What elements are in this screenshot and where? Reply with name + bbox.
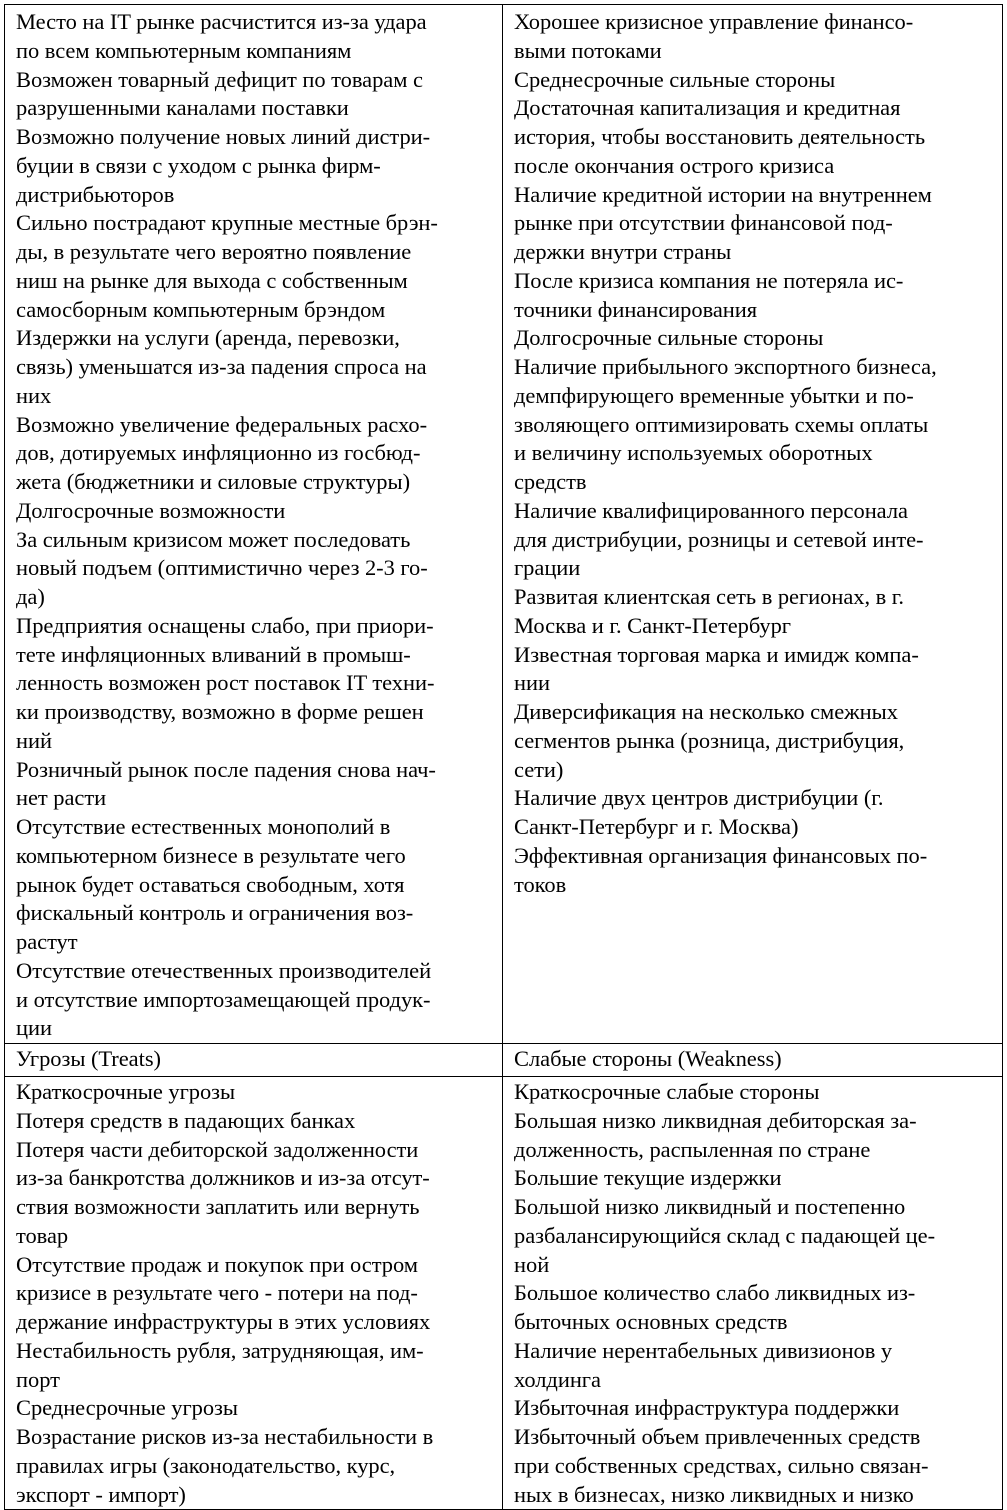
text-line: выми потоками xyxy=(514,37,662,63)
text-line: Потеря части дебиторской задолженности xyxy=(16,1136,419,1162)
text-line: нет расти xyxy=(16,785,107,811)
text-line: Сильно пострадают крупные местные брэн- xyxy=(16,210,438,236)
text-line: ствия возможности заплатить или вернуть xyxy=(16,1194,420,1219)
text-line: кризисе в результате чего - потери на под- xyxy=(16,1280,418,1306)
text-line: Развитая клиентская сеть в регионах, в г. xyxy=(514,584,905,609)
text-line: ний xyxy=(16,727,52,753)
text-line: товар xyxy=(16,1222,69,1248)
text-line: Возрастание рисков из-за нестабильности в xyxy=(16,1424,434,1449)
text-line: экспорт - импорт) xyxy=(16,1481,186,1507)
text-line: Издержки на услуги (аренда, перевозки, xyxy=(16,325,400,351)
text-line: Большой низко ликвидный и постепенно xyxy=(514,1194,906,1219)
text-line: Среднесрочные угрозы xyxy=(16,1395,238,1421)
text-line: тете инфляционных вливаний в промыш- xyxy=(16,641,411,667)
text-line: связь) уменьшатся из-за падения спроса на xyxy=(16,354,427,379)
text-line: разрушенными каналами поставки xyxy=(16,95,349,121)
weakness-header: Слабые стороны (Weakness) xyxy=(503,1044,1003,1077)
text-line: Среднесрочные сильные стороны xyxy=(514,66,836,92)
text-line: Долгосрочные сильные стороны xyxy=(514,325,824,351)
threats-cell xyxy=(5,1077,503,1510)
text-line: средств xyxy=(514,469,587,494)
text-line: Краткосрочные угрозы xyxy=(16,1079,236,1104)
row-section-headers xyxy=(5,1044,1003,1077)
text-line: ленность возможен рост поставок IT техни- xyxy=(16,670,435,696)
text-line: для дистрибуции, розницы и сетевой инте- xyxy=(514,526,924,552)
text-line: Большие текущие издержки xyxy=(514,1165,782,1191)
text-line: долженность, распыленная по стране xyxy=(514,1136,871,1162)
text-line: Предприятия оснащены слабо, при приори- xyxy=(16,612,434,638)
text-line: Потеря средств в падающих банках xyxy=(16,1107,356,1133)
text-line: демпфирующего временные убытки и по- xyxy=(514,382,914,408)
text-line: Достаточная капитализация и кредитная xyxy=(514,95,901,121)
text-line: из-за банкротства должников и из-за отсут- xyxy=(16,1165,430,1191)
text-line: ниш на рынке для выхода с собственным xyxy=(16,267,408,293)
text-line: Нестабильность рубля, затрудняющая, им- xyxy=(16,1337,424,1363)
threats-header: Угрозы (Treats) xyxy=(5,1044,503,1077)
text-line: точники финансирования xyxy=(514,296,758,322)
text-line: Диверсификация на несколько смежных xyxy=(514,699,898,724)
text-line: буции в связи с уходом с рынка фирм- xyxy=(16,152,381,178)
text-line: ды, в результате чего вероятно появление xyxy=(16,239,412,264)
text-line: Отсутствие естественных монополий в xyxy=(16,814,391,839)
text-line: Краткосрочные слабые стороны xyxy=(514,1079,820,1104)
text-line: Большая низко ликвидная дебиторская за- xyxy=(514,1107,917,1133)
text-line: Возможен товарный дефицит по товарам с xyxy=(16,66,423,92)
strengths-cell xyxy=(503,5,1003,1044)
text-line: Возможно получение новых линий дистри- xyxy=(16,124,431,149)
text-line: Наличие прибыльного экспортного бизнеса, xyxy=(514,354,937,379)
text-line: холдинга xyxy=(514,1366,601,1392)
text-line: разбалансирующийся склад с падающей це- xyxy=(514,1222,936,1248)
text-line: ной xyxy=(514,1251,550,1277)
text-line: Место на IT рынке расчистится из-за удара xyxy=(16,9,427,34)
swot-table xyxy=(4,4,1003,1510)
row-opportunities-strengths xyxy=(5,5,1003,1044)
opportunities-cell xyxy=(5,5,503,1044)
text-line: и отсутствие импортозамещающей продук- xyxy=(16,986,431,1012)
text-line: рынке при отсутствии финансовой под- xyxy=(514,210,893,236)
text-line: держание инфраструктуры в этих условиях xyxy=(16,1309,431,1334)
text-line: растут xyxy=(16,929,78,954)
text-line: фискальный контроль и ограничения воз- xyxy=(16,900,414,926)
text-line: новый подъем (оптимистично через 2-3 го- xyxy=(16,555,428,581)
text-line: После кризиса компания не потеряла ис- xyxy=(514,267,904,293)
text-line: Наличие нерентабельных дивизионов у xyxy=(514,1337,893,1363)
text-line: нии xyxy=(514,670,550,696)
text-line: За сильным кризисом может последовать xyxy=(16,526,411,552)
text-line: токов xyxy=(514,871,567,897)
text-line: Отсутствие продаж и покупок при остром xyxy=(16,1251,418,1277)
text-line: жета (бюджетники и силовые структуры) xyxy=(16,469,411,494)
weakness-cell xyxy=(503,1077,1003,1510)
text-line: них xyxy=(16,382,52,408)
text-line: после окончания острого кризиса xyxy=(514,152,835,178)
text-line: Наличие кредитной истории на внутреннем xyxy=(514,181,932,207)
text-line: Москва и г. Санкт-Петербург xyxy=(514,612,791,638)
text-line: Отсутствие отечественных производителей xyxy=(16,957,432,983)
text-line: порт xyxy=(16,1366,60,1392)
text-line: Эффективная организация финансовых по- xyxy=(514,842,928,868)
text-line: ных в бизнесах, низко ликвидных и низко xyxy=(514,1481,914,1507)
text-line: Санкт-Петербург и г. Москва) xyxy=(514,814,799,839)
text-line: история, чтобы восстановить деятельность xyxy=(514,124,926,149)
text-line: сети) xyxy=(514,756,564,782)
text-line: Хорошее кризисное управление финансо- xyxy=(514,9,914,34)
text-line: ки производству, возможно в форме решен xyxy=(16,699,424,724)
text-line: Возможно увеличение федеральных расхо- xyxy=(16,411,428,437)
text-line: правилах игры (законодательство, курс, xyxy=(16,1452,396,1478)
text-line: самосборным компьютерным брэндом xyxy=(16,296,386,322)
text-line: Долгосрочные возможности xyxy=(16,497,286,523)
text-line: и величину используемых оборотных xyxy=(514,440,873,466)
text-line: Известная торговая марка и имидж компа- xyxy=(514,641,919,667)
text-line: ции xyxy=(16,1015,52,1041)
text-line: по всем компьютерным компаниям xyxy=(16,37,352,63)
text-line: Избыточная инфраструктура поддержки xyxy=(514,1395,900,1421)
text-line: Большое количество слабо ликвидных из- xyxy=(514,1280,916,1306)
text-line: грации xyxy=(514,555,581,581)
text-line: Наличие квалифицированного персонала xyxy=(514,497,908,523)
text-line: да) xyxy=(16,584,45,609)
text-line: Избыточный объем привлеченных средств xyxy=(514,1424,921,1449)
text-line: сегментов рынка (розница, дистрибуция, xyxy=(514,727,905,753)
text-line: Наличие двух центров дистрибуции (г. xyxy=(514,785,884,811)
text-line: зволяющего оптимизировать схемы оплаты xyxy=(514,411,929,437)
text-line: держки внутри страны xyxy=(514,239,732,264)
row-threats-weakness xyxy=(5,1077,1003,1510)
text-line: дистрибьюторов xyxy=(16,181,175,207)
text-line: дов, дотируемых инфляционно из госбюд- xyxy=(16,440,421,466)
text-line: рынок будет оставаться свободным, хотя xyxy=(16,871,405,897)
text-line: Розничный рынок после падения снова нач- xyxy=(16,756,436,782)
text-line: при собственных средствах, сильно связан- xyxy=(514,1452,929,1478)
text-line: компьютерном бизнесе в результате чего xyxy=(16,842,406,868)
text-line: быточных основных средств xyxy=(514,1309,788,1334)
